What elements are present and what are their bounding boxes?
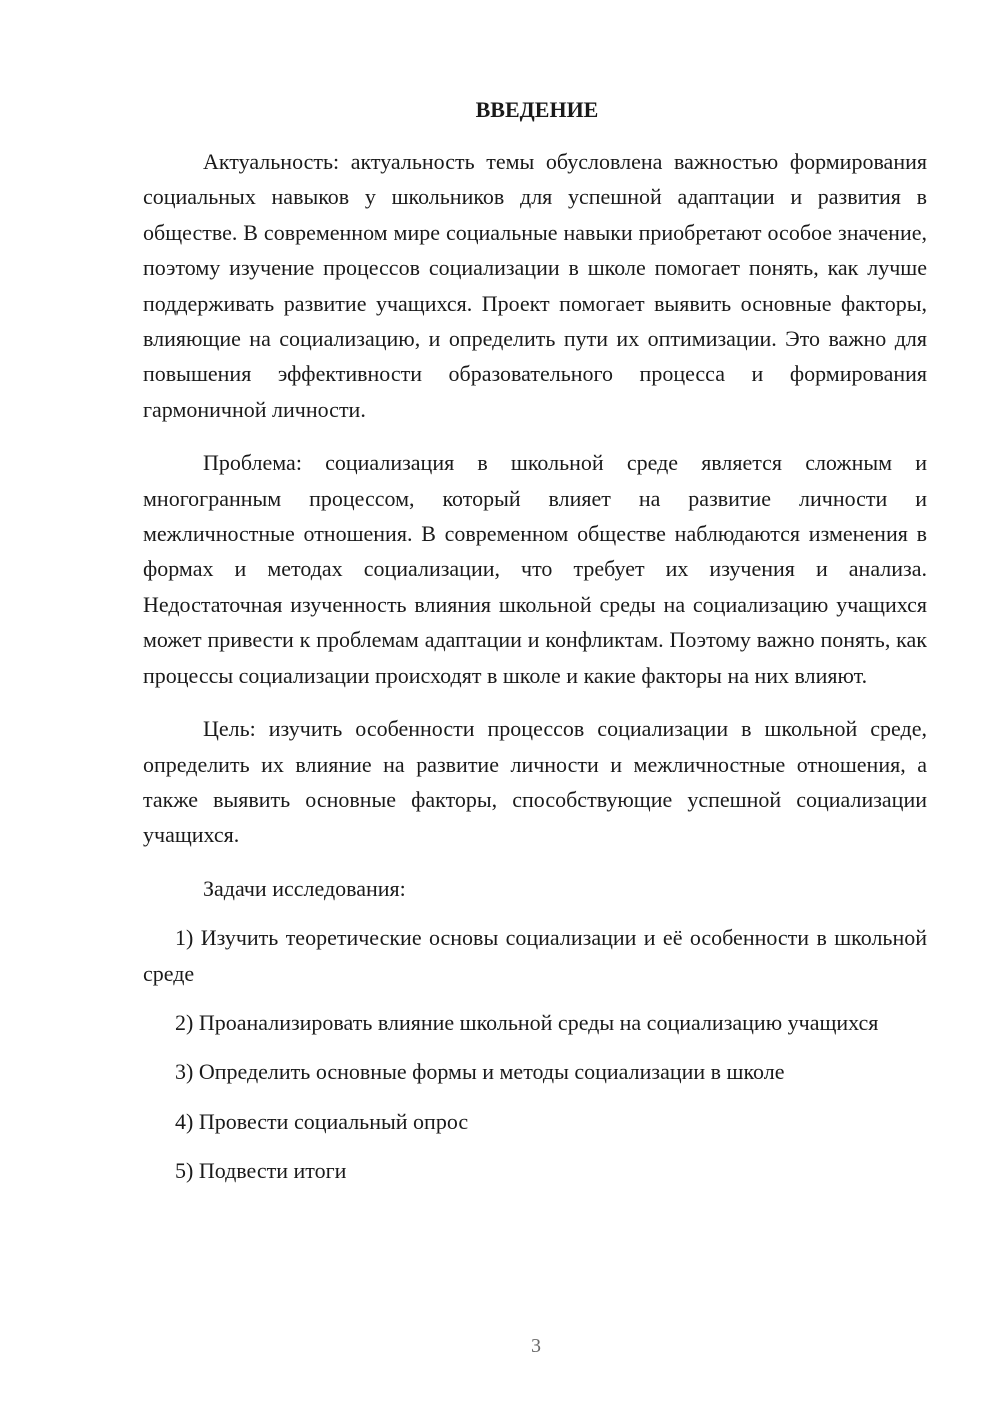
task-item-4: 4) Провести социальный опрос	[175, 1108, 469, 1134]
task-item-2: 2) Проанализировать влияние школьной среды на социализацию учащихся	[175, 1009, 879, 1035]
tasks-list	[143, 920, 927, 1188]
section-title: ВВЕДЕНИЕ	[475, 97, 599, 122]
relevance-paragraph: Актуальность: актуальность темы обусловлена важностью формирования социальных навыков у школьников для успешной адаптации и развития в обществе. В современном мире социальные навыки приобретают особое значение, поэтому изучение процессов социализации в школе помогает понять, как лучше поддерживать развитие учащихся. Проект помогает выявить основные факторы, влияющие на социализацию, и определить пути их оптимизации. Это важно для повышения эффективности образовательного процесса и формирования гармоничной личности.	[143, 149, 927, 422]
document-page	[143, 95, 927, 1189]
problem-paragraph: Проблема: социализация в школьной среде является сложным и многогранным процессом, который влияет на развитие личности и межличностные отношения. В современном обществе наблюдаются изменения в формах и методах социализации, что требует их изучения и анализа. Недостаточная изученность влияния школьной среды на социализацию учащихся может привести к проблемам адаптации и конфликтам. Поэтому важно понять, как процессы социализации происходят в школе и какие факторы на них влияют.	[143, 450, 927, 688]
task-item-3: 3) Определить основные формы и методы социализации в школе	[175, 1059, 785, 1085]
task-item-5: 5) Подвести итоги	[175, 1158, 347, 1184]
tasks-heading: Задачи исследования:	[203, 875, 406, 901]
task-item-1: 1) Изучить теоретические основы социализации и её особенности в школьной среде	[143, 925, 927, 986]
page-number: 3	[531, 1335, 541, 1357]
goal-paragraph: Цель: изучить особенности процессов социализации в школьной среде, определить их влияние на развитие личности и межличностные отношения, а также выявить основные факторы, способствующие успешной социализации учащихся.	[143, 716, 927, 848]
